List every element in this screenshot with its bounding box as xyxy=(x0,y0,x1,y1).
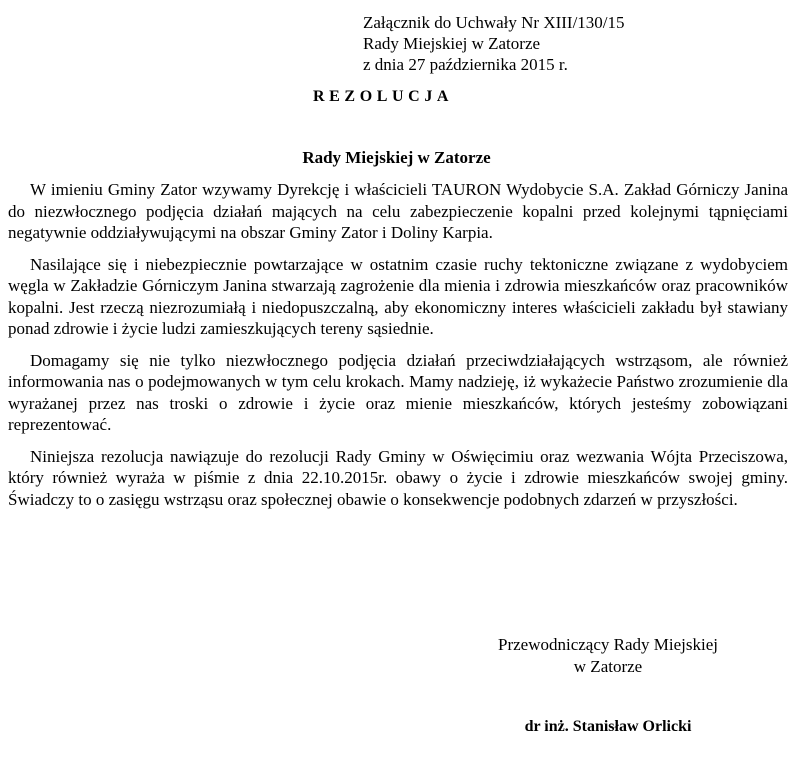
document-subheading: Rady Miejskiej w Zatorze xyxy=(302,148,491,167)
paragraph-1: W imieniu Gminy Zator wzywamy Dyrekcję i właścicieli TAURON Wydobycie S.A. Zakład Górniczy Janina do niezwłocznego podjęcia działań mających na celu zabezpieczenie kopalni przed kolejnymi tąpnięciami negatywnie oddziaływującymi na obszar Gminy Zator i Doliny Karpia. xyxy=(8,180,788,242)
attachment-note xyxy=(363,12,625,75)
signer-name: dr inż. Stanisław Orlicki xyxy=(524,718,692,735)
signature-title-line-1: Przewodniczący Rady Miejskiej xyxy=(498,635,718,654)
document-heading: REZOLUCJA xyxy=(313,88,454,105)
paragraph-3: Domagamy się nie tylko niezwłocznego podjęcia działań przeciwdziałających wstrząsom, ale również informowania nas o podejmowanych w tym celu krokach. Mamy nadzieję, iż wykażecie Państwo zrozumienie dla wyrażanej przez nas troski o zdrowie i życie oraz mienie mieszkańców, których jesteśmy zobowiązani reprezentować. xyxy=(8,350,788,434)
paragraph-2: Nasilające się i niebezpiecznie powtarzające w ostatnim czasie ruchy tektoniczne związane z wydobyciem węgla w Zakładzie Górniczym Janina stwarzają zagrożenie dla mienia i zdrowia mieszkańców oraz pracowników kopalni. Jest rzeczą niezrozumiałą i niedopuszczalną, aby ekonomiczny interes właścicieli zakładu był stawiany ponad zdrowie i życie ludzi zamieszkujących tereny sąsiednie. xyxy=(8,254,788,338)
signature-block xyxy=(463,634,753,678)
attachment-line-1: Załącznik do Uchwały Nr XIII/130/15 xyxy=(363,13,625,32)
attachment-line-3: z dnia 27 października 2015 r. xyxy=(363,55,568,74)
signature-title-line-2: w Zatorze xyxy=(573,657,643,676)
resolution-body xyxy=(8,179,788,520)
paragraph-4: Niniejsza rezolucja nawiązuje do rezolucji Rady Gminy w Oświęcimiu oraz wezwania Wójta Przeciszowa, który również wyraża w piśmie z dnia 22.10.2015r. obawy o życie i zdrowie mieszkańców swojej gminy. Świadczy to o zasięgu wstrząsu oraz społecznej obawie o konsekwencje podobnych zdarzeń w przyszłości. xyxy=(8,446,788,509)
attachment-line-2: Rady Miejskiej w Zatorze xyxy=(363,34,541,53)
